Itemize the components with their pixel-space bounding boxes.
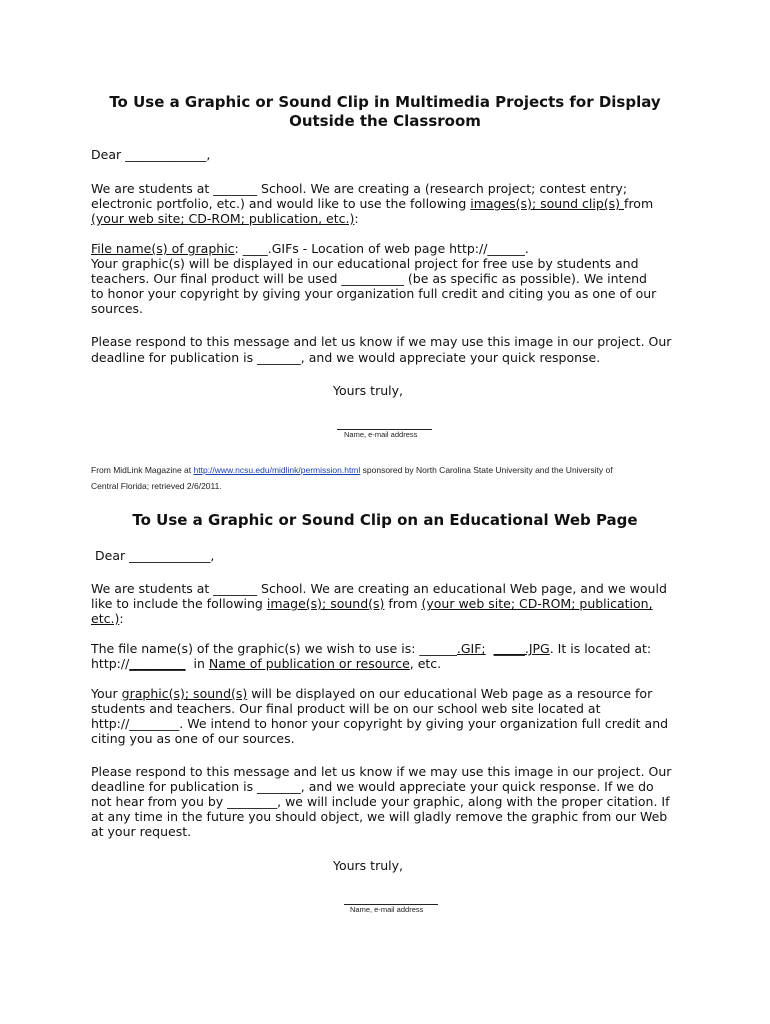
section2-salutation: Dear _____________,: [95, 548, 215, 563]
underlined-text: image(s); sound(s): [266, 596, 385, 611]
text-span: from: [384, 596, 422, 611]
underlined-text: (your web site; CD-ROM; publication,: [421, 596, 653, 611]
underlined-text: _____.JPG: [493, 641, 550, 656]
text-line: deadline for publication is _______, and we would appreciate your quick response.: [91, 350, 601, 365]
text-span: will be displayed on our educational Web page as a resource for: [247, 686, 653, 701]
section1-title-line1: To Use a Graphic or Sound Clip in Multimedia Projects for Display: [109, 93, 661, 111]
underlined-text: (your web site; CD-ROM; publication, etc.): [91, 211, 355, 226]
text-span: : ____.GIFs - Location of web page http://______.: [234, 241, 529, 256]
text-line: at any time in the future you should object, we will gladly remove the graphic from our Web: [91, 809, 668, 824]
text-span: :: [119, 611, 124, 626]
section1-closing: Yours truly,: [333, 383, 403, 398]
signature-label: Name, e-mail address: [350, 905, 424, 914]
underlined-text: images(s); sound clip(s): [470, 196, 625, 211]
text-span: From MidLink Magazine at: [91, 465, 194, 475]
underlined-text: Name of publication or resource: [208, 656, 410, 671]
text-line: [91, 641, 651, 656]
text-span: , etc.: [409, 656, 442, 671]
text-line: Please respond to this message and let us know if we may use this image in our project. Our: [91, 334, 672, 349]
text-span: like to include the following: [91, 596, 267, 611]
section2-title: To Use a Graphic or Sound Clip on an Educational Web Page: [132, 511, 638, 529]
signature-label: Name, e-mail address: [344, 430, 418, 439]
underlined-text: _________: [129, 656, 186, 671]
section2-closing: Yours truly,: [333, 858, 403, 873]
text-line: We are students at _______ School. We are creating an educational Web page, and we would: [91, 581, 667, 596]
section1-title-line2: Outside the Classroom: [289, 112, 481, 130]
text-span: [486, 641, 494, 656]
text-line: to honor your copyright by giving your organization full credit and citing you as one of our: [91, 286, 657, 301]
text-span: in: [185, 656, 209, 671]
underlined-text: etc.): [91, 611, 120, 626]
text-line: [91, 656, 441, 671]
source-credit-line2: Central Florida; retrieved 2/6/2011.: [91, 481, 222, 491]
text-line: at your request.: [91, 824, 192, 839]
text-span: electronic portfolio, etc.) and would like to use the following: [91, 196, 471, 211]
text-span: :: [354, 211, 359, 226]
source-credit-line1: [91, 463, 613, 477]
text-line: [91, 611, 124, 626]
section1-salutation: Dear _____________,: [91, 147, 211, 162]
text-line: sources.: [91, 301, 143, 316]
text-line: Please respond to this message and let us know if we may use this image in our project. Our: [91, 764, 672, 779]
underlined-text: File name(s) of graphic: [91, 241, 235, 256]
text-span: Your: [91, 686, 122, 701]
text-line: Your graphic(s) will be displayed in our educational project for free use by students and: [91, 256, 639, 271]
text-span: The file name(s) of the graphic(s) we wish to use is: ______: [91, 641, 457, 656]
underlined-text: graphic(s); sound(s): [121, 686, 248, 701]
text-line: students and teachers. Our final product will be on our school web site located at: [91, 701, 601, 716]
text-line: [91, 596, 653, 611]
text-line: [91, 686, 652, 701]
underlined-text: .GIF;: [456, 641, 486, 656]
text-line: teachers. Our final product will be used __________ (be as specific as possible). We intend: [91, 271, 647, 286]
text-span: . It is located at:: [549, 641, 652, 656]
text-line: [91, 211, 359, 226]
text-line: citing you as one of our sources.: [91, 731, 295, 746]
text-span: from: [624, 196, 654, 211]
text-line: not hear from you by ________, we will include your graphic, along with the proper citation. If: [91, 794, 670, 809]
text-line: deadline for publication is _______, and we would appreciate your quick response. If we do: [91, 779, 654, 794]
text-line: http://________. We intend to honor your copyright by giving your organization full credit and: [91, 716, 669, 731]
permission-link[interactable]: http://www.ncsu.edu/midlink/permission.html: [193, 465, 361, 475]
text-line: We are students at _______ School. We are creating a (research project; contest entry;: [91, 181, 628, 196]
text-span: http://: [91, 656, 130, 671]
text-line: [91, 196, 653, 211]
text-line: [91, 241, 529, 256]
text-span: sponsored by North Carolina State University and the University of: [360, 465, 613, 475]
